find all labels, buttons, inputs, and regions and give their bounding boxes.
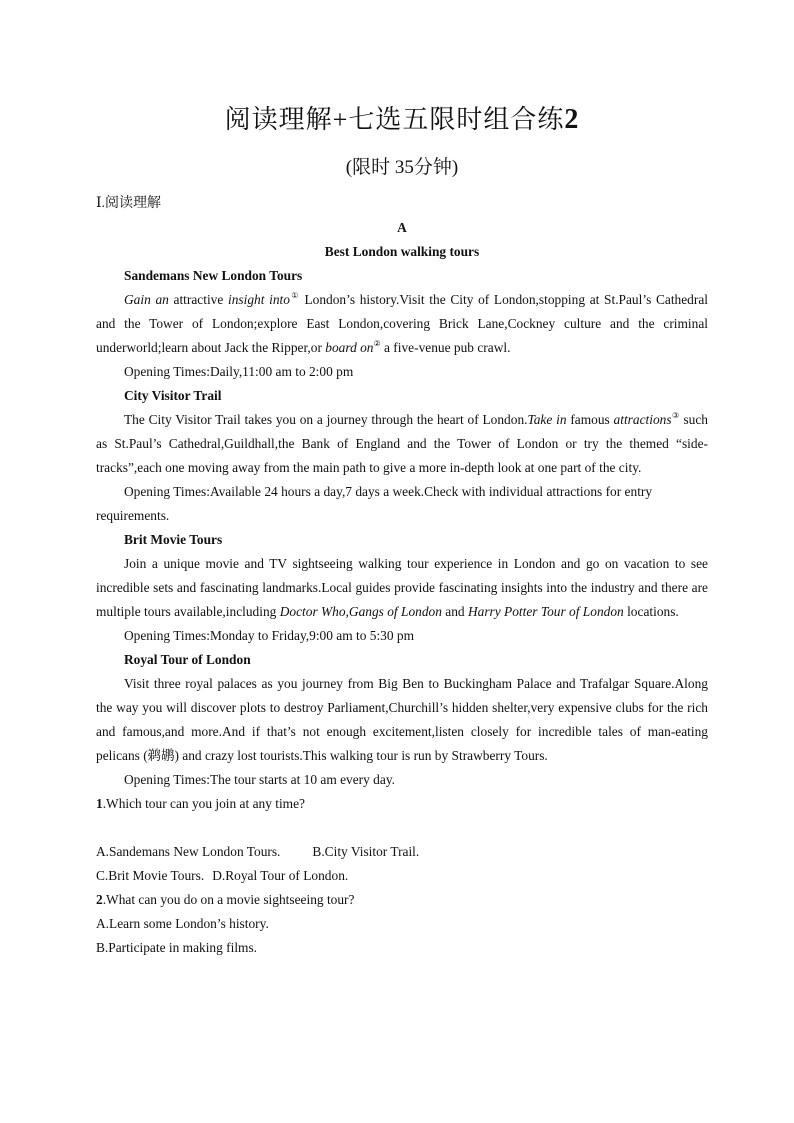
document-body [96,192,708,960]
answer-gap [96,816,708,840]
vocab-term: Gain an [124,292,169,307]
question-number: 1 [96,796,103,811]
vocab-term: Take in [527,412,567,427]
tour-hours: Opening Times:The tour starts at 10 am every day. [124,772,395,787]
section-heading: Ⅰ.阅读理解 [96,196,162,211]
footnote-marker: ② [373,339,381,348]
page-title [96,100,708,140]
option-b: B.Participate in making films. [96,940,258,955]
vocab-term: attractions [613,412,672,427]
tour-name: Royal Tour of London [124,652,251,667]
tour-name: Sandemans New London Tours [124,268,303,283]
film-title: Gangs of London [348,604,442,619]
page-title-number: 2 [564,104,580,135]
film-title: Harry Potter Tour of London [467,604,624,619]
question-stem: 2.What can you do on a movie sightseeing tour? [96,892,355,907]
footnote-marker: ① [289,291,300,300]
tour-description: Visit three royal palaces as you journey from Big Ben to Buckingham Palace and Trafalgar Square.Along the way you will discover plots to destroy Parliament,Churchill’s hidden shelter,very expensive clubs for the rich and famous,and more.And if that’s not enough excitement,listen closely for incredible tales of man-eating pelicans (鹈鹕) and crazy lost tourists.This walking tour is run by Strawberry Tours. [96,676,708,763]
option-a: A.Learn some London’s history. [96,916,269,931]
vocab-term: board on [325,340,374,355]
passage-title: Best London walking tours [324,244,480,259]
tour-description: Gain an attractive insight into① London’s history.Visit the City of London,stopping at St.Paul’s Cathedral and the Tower of London;explore East London,covering Brick Lane,Cockney culture and the criminal underworld;learn about Jack the Ripper,or board on② a five-venue pub crawl. [96,291,709,355]
tour-description: The City Visitor Trail takes you on a journey through the heart of London.Take in famous attractions③ such as St.Paul’s Cathedral,Guildhall,the Bank of England and the Tower of London or try the themed “side-tracks”,each one moving away from the main path to give a more in-depth look at one part of the city. [96,411,708,475]
tour-hours: Opening Times:Available 24 hours a day,7 days a week.Check with individual attractions for entry requirements. [96,484,653,523]
footnote-marker: ③ [671,411,680,420]
question-stem: 1.Which tour can you join at any time? [96,796,305,811]
tour-description: Join a unique movie and TV sightseeing walking tour experience in London and go on vacation to see incredible sets and fascinating landmarks.Local guides provide fascinating insights into the industry and there are multiple tours available,including Doctor Who,Gangs of London and Harry Potter Tour of London locations. [96,556,708,619]
tour-name: Brit Movie Tours [124,532,223,547]
option-b: B.City Visitor Trail. [312,844,420,859]
option-d: D.Royal Tour of London. [212,868,349,883]
tour-name: City Visitor Trail [124,388,222,403]
vocab-term: insight into [228,292,290,307]
tour-hours: Opening Times:Monday to Friday,9:00 am to 5:30 pm [124,628,415,643]
question-options [96,840,708,864]
option-c: C.Brit Movie Tours. [96,868,205,883]
time-limit-subtitle: (限时 35分钟) [345,157,459,178]
question-number: 2 [96,892,103,907]
passage-label: A [397,220,407,235]
page-title-text: 阅读理解+七选五限时组合练 [224,105,565,134]
question-options [96,864,708,888]
tour-hours: Opening Times:Daily,11:00 am to 2:00 pm [124,364,354,379]
option-a: A.Sandemans New London Tours. [96,844,281,859]
film-title: Doctor Who [279,604,346,619]
